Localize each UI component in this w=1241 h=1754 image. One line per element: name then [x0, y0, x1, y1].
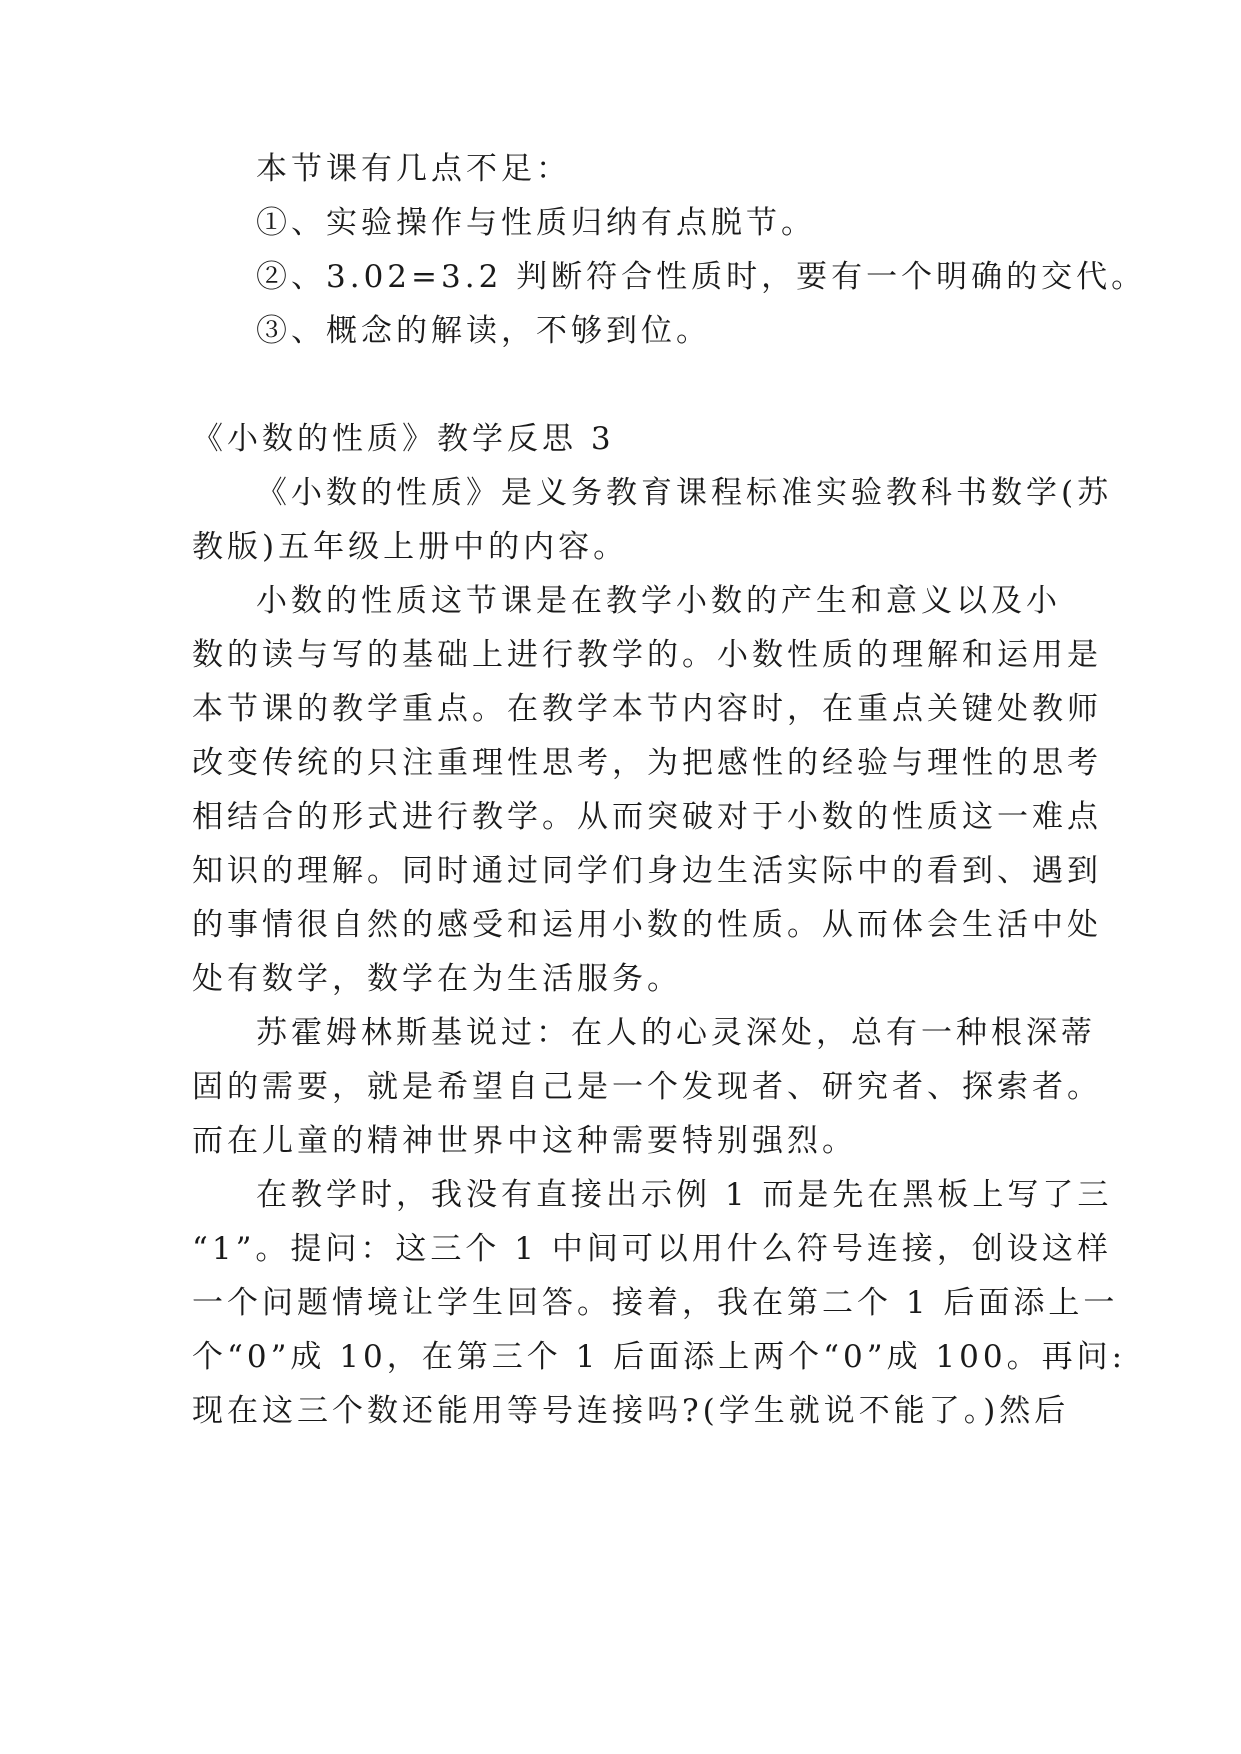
- paragraph-3-line-1: 苏霍姆林斯基说过：在人的心灵深处，总有一种根深蒂: [256, 1015, 1096, 1051]
- section-title: 《小数的性质》教学反思 3: [192, 421, 615, 457]
- shortcomings-intro: 本节课有几点不足：: [256, 151, 571, 187]
- paragraph-2-line-4: 改变传统的只注重理性思考，为把感性的经验与理性的思考: [192, 745, 1102, 781]
- shortcoming-item-1: ①、实验操作与性质归纳有点脱节。: [256, 205, 816, 241]
- paragraph-1-line-1: 《小数的性质》是义务教育课程标准实验教科书数学(苏: [256, 475, 1113, 511]
- paragraph-2-line-8: 处有数学，数学在为生活服务。: [192, 961, 682, 997]
- shortcoming-item-2: ②、3.02=3.2 判断符合性质时，要有一个明确的交代。: [256, 259, 1147, 295]
- paragraph-1-line-2: 教版)五年级上册中的内容。: [192, 529, 629, 565]
- paragraph-2-line-3: 本节课的教学重点。在教学本节内容时，在重点关键处教师: [192, 691, 1102, 727]
- paragraph-2-line-7: 的事情很自然的感受和运用小数的性质。从而体会生活中处: [192, 907, 1102, 943]
- shortcoming-item-3: ③、概念的解读，不够到位。: [256, 313, 711, 349]
- paragraph-2-line-2: 数的读与写的基础上进行教学的。小数性质的理解和运用是: [192, 637, 1102, 673]
- paragraph-2-line-1: 小数的性质这节课是在教学小数的产生和意义以及小: [256, 583, 1061, 619]
- paragraph-3-line-2: 固的需要，就是希望自己是一个发现者、研究者、探索者。: [192, 1069, 1102, 1105]
- paragraph-2-line-5: 相结合的形式进行教学。从而突破对于小数的性质这一难点: [192, 799, 1102, 835]
- paragraph-3-line-3: 而在儿童的精神世界中这种需要特别强烈。: [192, 1123, 857, 1159]
- paragraph-4-line-3: 一个问题情境让学生回答。接着，我在第二个 1 后面添上一: [192, 1285, 1119, 1321]
- paragraph-4-line-1: 在教学时，我没有直接出示例 1 而是先在黑板上写了三: [256, 1177, 1113, 1213]
- paragraph-4-line-4: 个“0”成 10，在第三个 1 后面添上两个“0”成 100。再问:: [192, 1339, 1127, 1375]
- paragraph-2-line-6: 知识的理解。同时通过同学们身边生活实际中的看到、遇到: [192, 853, 1102, 889]
- paragraph-4-line-5: 现在这三个数还能用等号连接吗?(学生就说不能了。)然后: [192, 1393, 1070, 1429]
- paragraph-4-line-2: “1”。提问：这三个 1 中间可以用什么符号连接，创设这样: [192, 1231, 1112, 1267]
